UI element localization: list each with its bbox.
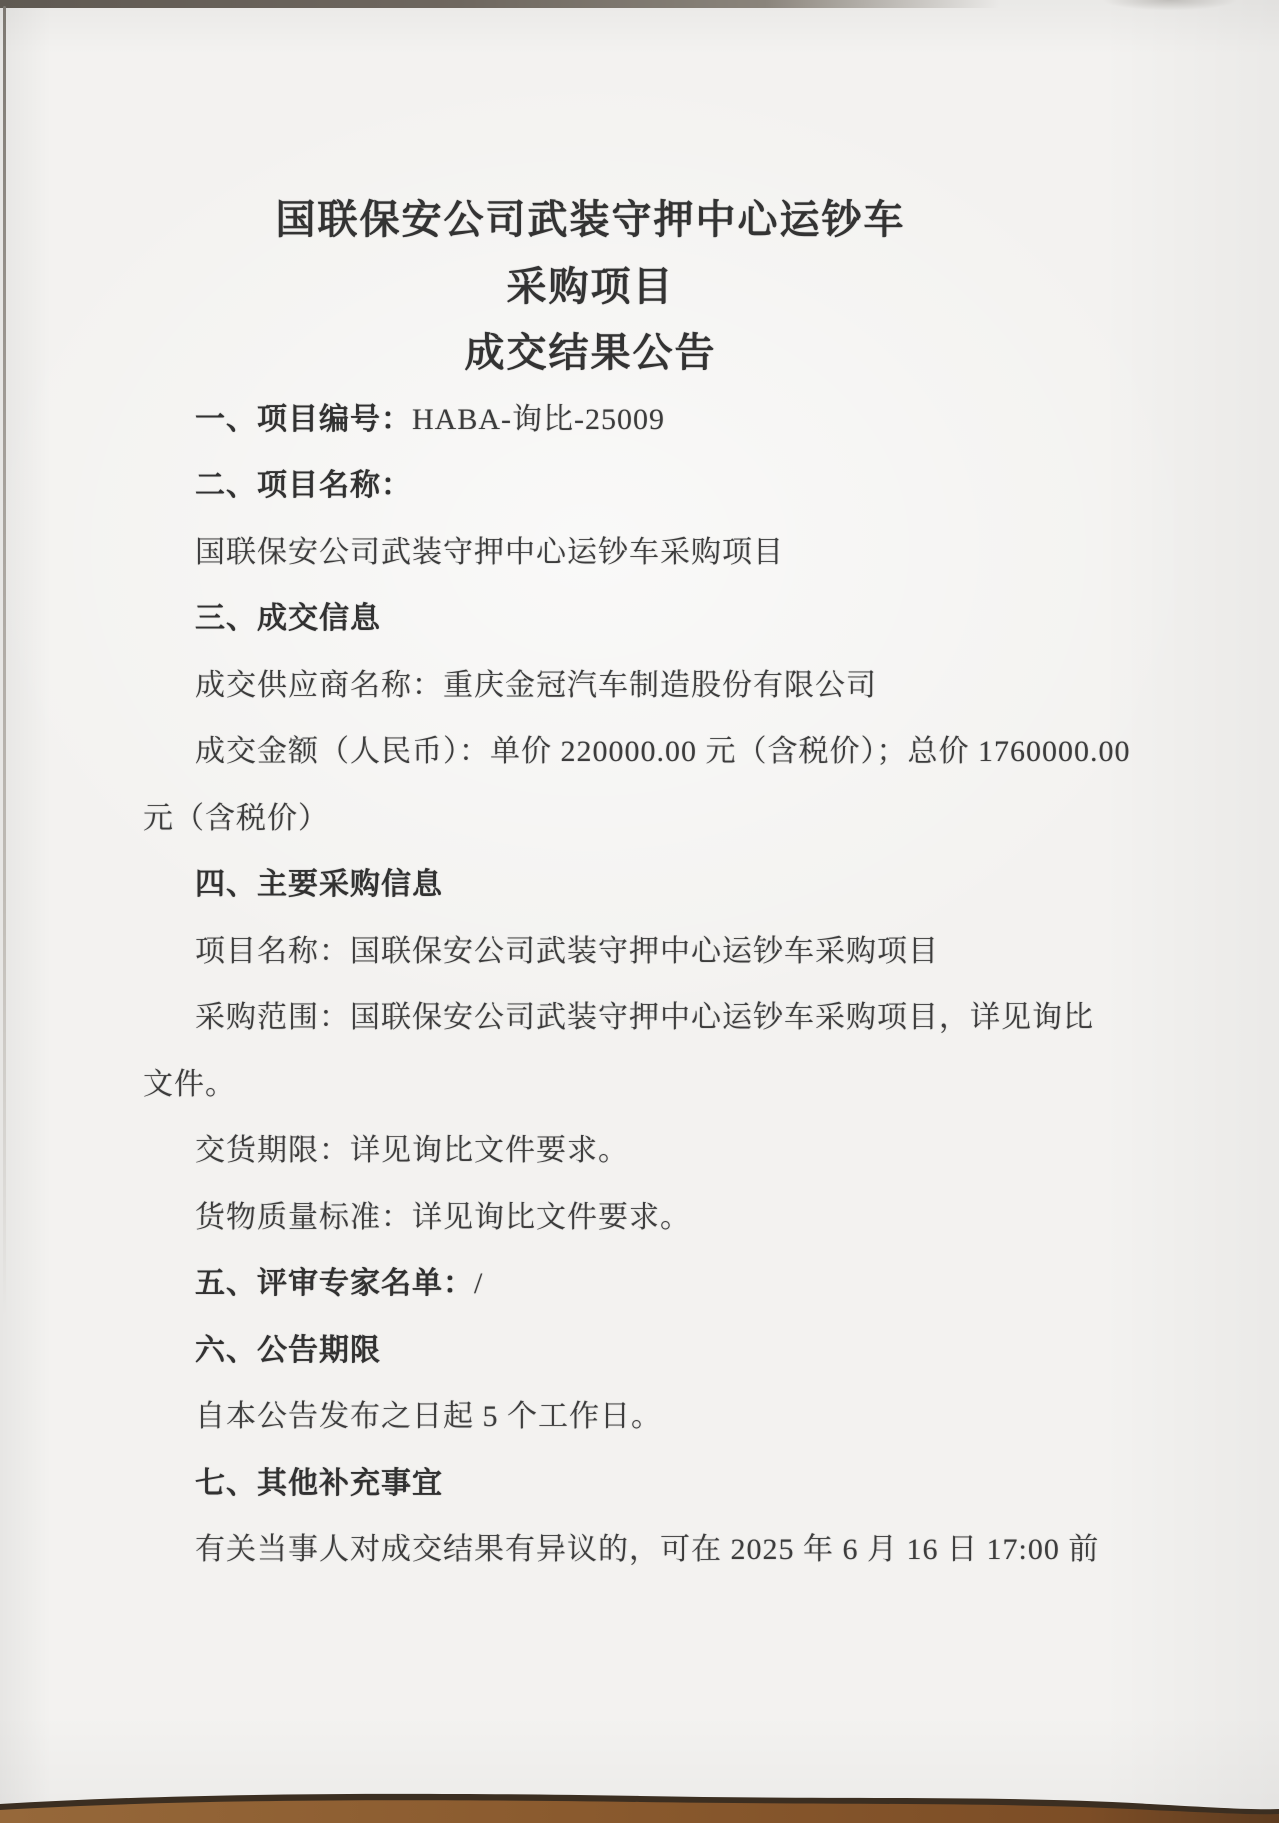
para-amount-text: 成交金额（人民币）：单价 220000.00 元（含税价）；总价 1760000.00	[195, 735, 1131, 768]
para-expert-list	[143, 1251, 1110, 1318]
para-other-matters-heading-label: 七、其他补充事宜	[195, 1466, 443, 1500]
para-supplier	[143, 653, 1110, 720]
para-supplier-text: 成交供应商名称：重庆金冠汽车制造股份有限公司	[195, 668, 877, 702]
para-project-name-value-text: 国联保安公司武装守押中心运钞车采购项目	[195, 535, 784, 569]
para-project-number-label: 一、项目编号：	[195, 402, 412, 436]
document-body	[143, 187, 1131, 1584]
para-amount-continuation	[143, 786, 1110, 853]
para-project-number	[143, 387, 1110, 454]
para-purchase-scope-continuation	[143, 1052, 1110, 1119]
para-purchase-scope	[143, 985, 1110, 1052]
page-left-edge-line	[3, 6, 6, 1316]
scan-top-right-smudge	[1090, 0, 1250, 26]
scan-top-edge	[0, 0, 1020, 8]
document-title-line-3: 成交结果公告	[464, 330, 717, 375]
para-project-name-heading-label: 二、项目名称：	[195, 469, 412, 502]
para-quality-standard-text: 货物质量标准：详见询比文件要求。	[195, 1200, 691, 1234]
para-announcement-period-value	[143, 1384, 1110, 1451]
para-amount	[143, 719, 1131, 786]
para-announcement-period-heading	[143, 1318, 1110, 1385]
para-delivery-deadline	[143, 1118, 1110, 1185]
para-expert-list-value: /	[474, 1267, 484, 1300]
document-title-line-1: 国联保安公司武装守押中心运钞车	[275, 197, 906, 242]
para-deal-info-heading-label: 三、成交信息	[195, 602, 381, 635]
para-delivery-deadline-text: 交货期限：详见询比文件要求。	[195, 1134, 629, 1167]
para-purchase-info-heading-label: 四、主要采购信息	[195, 868, 443, 901]
para-announcement-period-value-text: 自本公告发布之日起 5 个工作日。	[195, 1400, 662, 1433]
para-quality-standard	[143, 1185, 1110, 1252]
document-title-line-2: 采购项目	[506, 263, 675, 309]
para-purchase-scope-continuation-text: 文件。	[143, 1067, 236, 1101]
wooden-table-edge	[0, 1787, 1279, 1823]
para-amount-continuation-text: 元（含税价）	[143, 801, 329, 835]
para-purchase-info-heading	[143, 852, 1110, 919]
para-expert-list-label: 五、评审专家名单：	[195, 1267, 474, 1300]
para-other-matters-heading	[143, 1451, 1110, 1518]
para-project-number-value: HABA-询比-25009	[412, 402, 665, 436]
para-project-name-heading	[143, 453, 1110, 520]
para-purchase-scope-text: 采购范围：国联保安公司武装守押中心运钞车采购项目，详见询比	[195, 1001, 1094, 1034]
para-objection-deadline	[143, 1517, 1110, 1584]
para-objection-deadline-text: 有关当事人对成交结果有异议的，可在 2025 年 6 月 16 日 17:00 前	[195, 1533, 1100, 1566]
para-purchase-project-name-text: 项目名称：国联保安公司武装守押中心运钞车采购项目	[195, 934, 939, 968]
para-purchase-project-name	[143, 919, 1110, 986]
para-project-name-value	[143, 520, 1110, 587]
para-announcement-period-heading-label: 六、公告期限	[195, 1333, 381, 1367]
para-deal-info-heading	[143, 586, 1110, 653]
